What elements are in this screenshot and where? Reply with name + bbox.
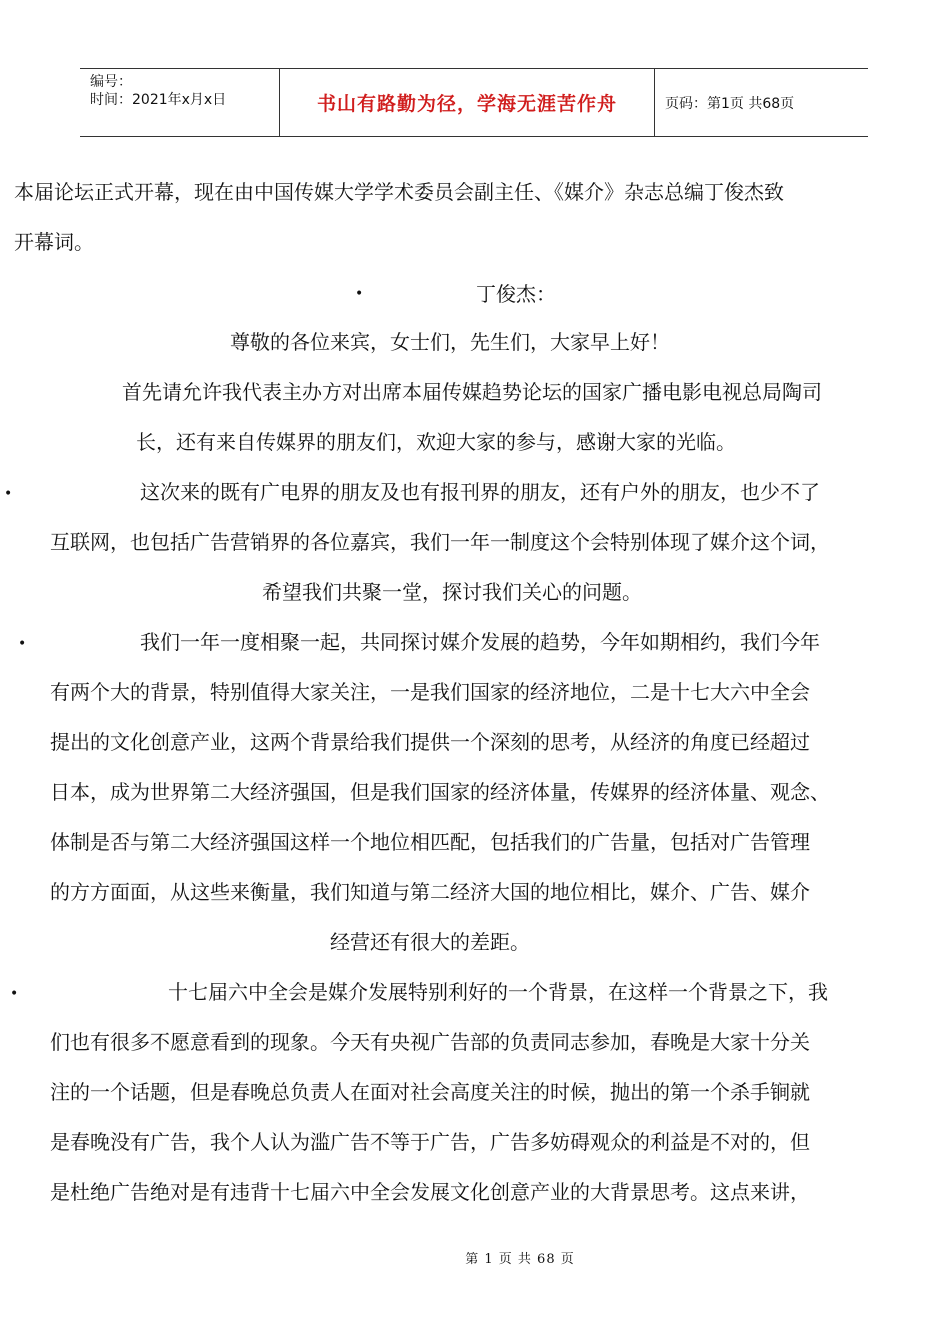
- body-line: 提出的文化创意产业，这两个背景给我们提供一个深刻的思考，从经济的角度已经超过: [50, 730, 810, 754]
- body-line: 的方方面面，从这些来衡量，我们知道与第二经济大国的地位相比，媒介、广告、媒介: [50, 880, 810, 904]
- header-page-label: 页码：第1页 共68页: [665, 95, 795, 112]
- bullet-icon: •: [10, 986, 19, 1002]
- body-line: 尊敬的各位来宾，女士们，先生们，大家早上好！: [230, 330, 670, 354]
- body-line: 是春晚没有广告，我个人认为滥广告不等于广告，广告多妨碍观众的利益是不对的，但: [50, 1130, 810, 1154]
- document-date-label: 时间：2021年x月x日: [90, 92, 227, 108]
- document-number-label: 编号：: [90, 74, 132, 90]
- body-line: 首先请允许我代表主办方对出席本届传媒趋势论坛的国家广播电影电视总局陶司: [122, 380, 822, 404]
- bullet-icon: •: [355, 286, 364, 302]
- page-footer: 第 1 页 共 68 页: [465, 1252, 575, 1267]
- bullet-icon: •: [18, 636, 27, 652]
- body-line: 经营还有很大的差距。: [330, 930, 530, 954]
- body-line: 开幕词。: [14, 230, 94, 254]
- body-line: 有两个大的背景，特别值得大家关注，一是我们国家的经济地位，二是十七大六中全会: [50, 680, 810, 704]
- body-line: 我们一年一度相聚一起，共同探讨媒介发展的趋势，今年如期相约，我们今年: [140, 630, 820, 654]
- header-info-cell: [80, 69, 280, 136]
- header-motto: 书山有路勤为径，学海无涯苦作舟: [280, 69, 655, 136]
- speaker-name: 丁俊杰：: [476, 282, 556, 306]
- body-line: 互联网，也包括广告营销界的各位嘉宾，我们一年一制度这个会特别体现了媒介这个词，: [50, 530, 830, 554]
- header-table: [80, 68, 868, 137]
- body-line: 体制是否与第二大经济强国这样一个地位相匹配，包括我们的广告量，包括对广告管理: [50, 830, 810, 854]
- body-line: 本届论坛正式开幕，现在由中国传媒大学学术委员会副主任、《媒介》杂志总编丁俊杰致: [14, 180, 784, 204]
- body-line: 长，还有来自传媒界的朋友们，欢迎大家的参与，感谢大家的光临。: [136, 430, 736, 454]
- body-line: 们也有很多不愿意看到的现象。今天有央视广告部的负责同志参加，春晚是大家十分关: [50, 1030, 810, 1054]
- body-line: 十七届六中全会是媒介发展特别利好的一个背景，在这样一个背景之下，我: [168, 980, 828, 1004]
- body-line: 注的一个话题，但是春晚总负责人在面对社会高度关注的时候，抛出的第一个杀手锏就: [50, 1080, 810, 1104]
- body-line: 日本，成为世界第二大经济强国，但是我们国家的经济体量，传媒界的经济体量、观念、: [50, 780, 830, 804]
- body-line: 希望我们共聚一堂，探讨我们关心的问题。: [262, 580, 642, 604]
- body-line: 是杜绝广告绝对是有违背十七届六中全会发展文化创意产业的大背景思考。这点来讲，: [50, 1180, 810, 1204]
- body-line: 这次来的既有广电界的朋友及也有报刊界的朋友，还有户外的朋友，也少不了: [140, 480, 820, 504]
- bullet-icon: •: [4, 486, 13, 502]
